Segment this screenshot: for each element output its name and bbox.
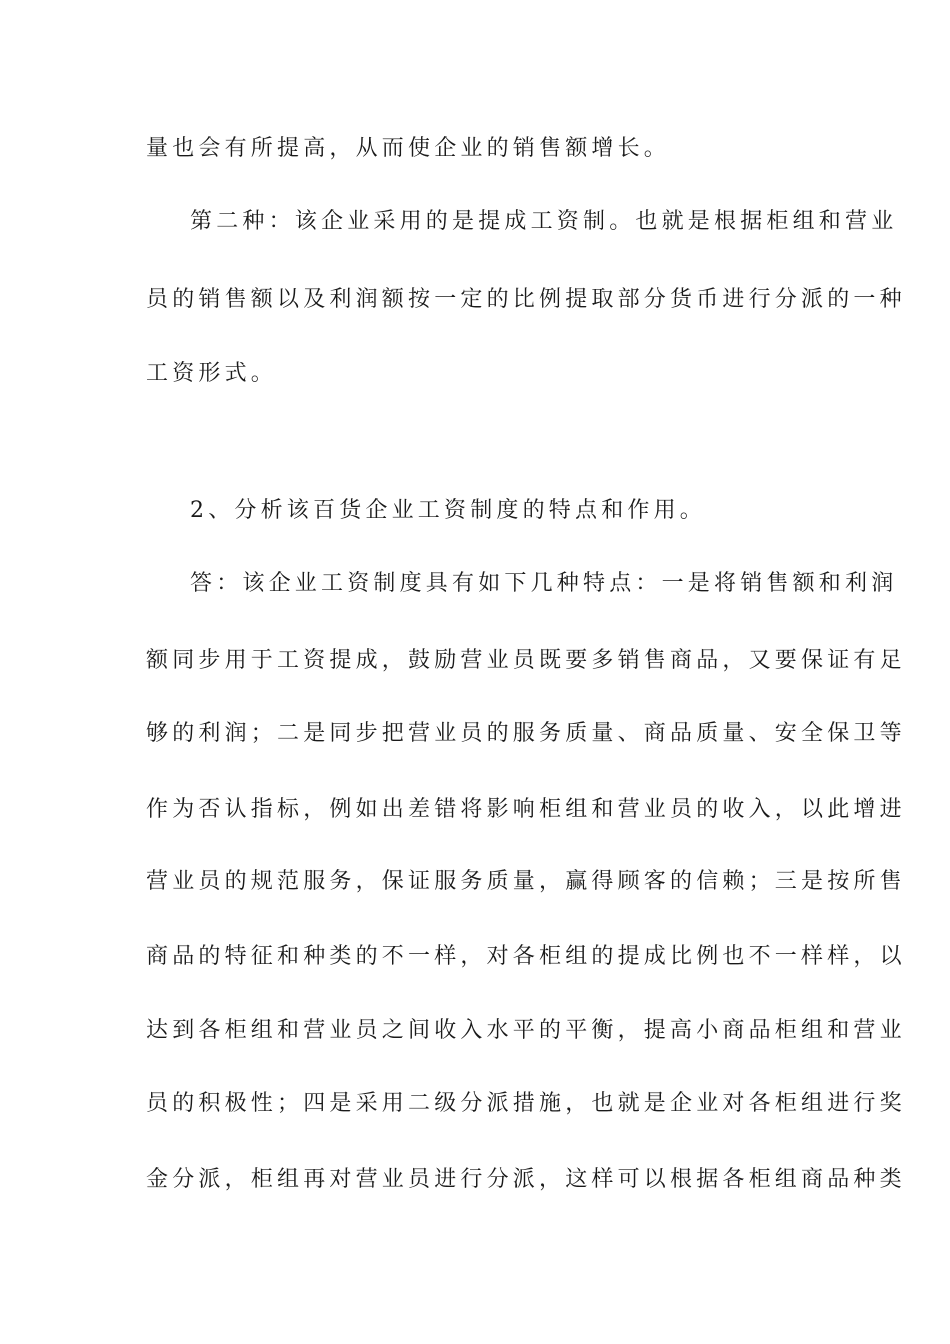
text-line: 达到各柜组和营业员之间收入水平的平衡，提高小商品柜组和营业 — [146, 1018, 906, 1043]
text-line: 工资形式。 — [146, 361, 278, 386]
text-line: 金分派，柜组再对营业员进行分派，这样可以根据各柜组商品种类 — [146, 1167, 906, 1192]
text-line: 员的积极性；四是采用二级分派措施，也就是企业对各柜组进行奖 — [146, 1091, 906, 1116]
text-line: 营业员的规范服务，保证服务质量，赢得顾客的信赖；三是按所售 — [146, 869, 906, 894]
text-line: 答：该企业工资制度具有如下几种特点：一是将销售额和利润 — [190, 571, 898, 596]
text-line: 额同步用于工资提成，鼓励营业员既要多销售商品，又要保证有足 — [146, 648, 906, 673]
text-line: 够的利润；二是同步把营业员的服务质量、商品质量、安全保卫等 — [146, 721, 906, 746]
text-line: 作为否认指标，例如出差错将影响柜组和营业员的收入，以此增进 — [146, 797, 906, 822]
text-line: 第二种：该企业采用的是提成工资制。也就是根据柜组和营业 — [190, 209, 898, 234]
text-line: 量也会有所提高，从而使企业的销售额增长。 — [146, 136, 671, 161]
text-line: 商品的特征和种类的不一样，对各柜组的提成比例也不一样样，以 — [146, 944, 906, 969]
text-line: 员的销售额以及利润额按一定的比例提取部分货币进行分派的一种 — [146, 287, 906, 312]
section-heading: 2、分析该百货企业工资制度的特点和作用。 — [190, 498, 706, 523]
